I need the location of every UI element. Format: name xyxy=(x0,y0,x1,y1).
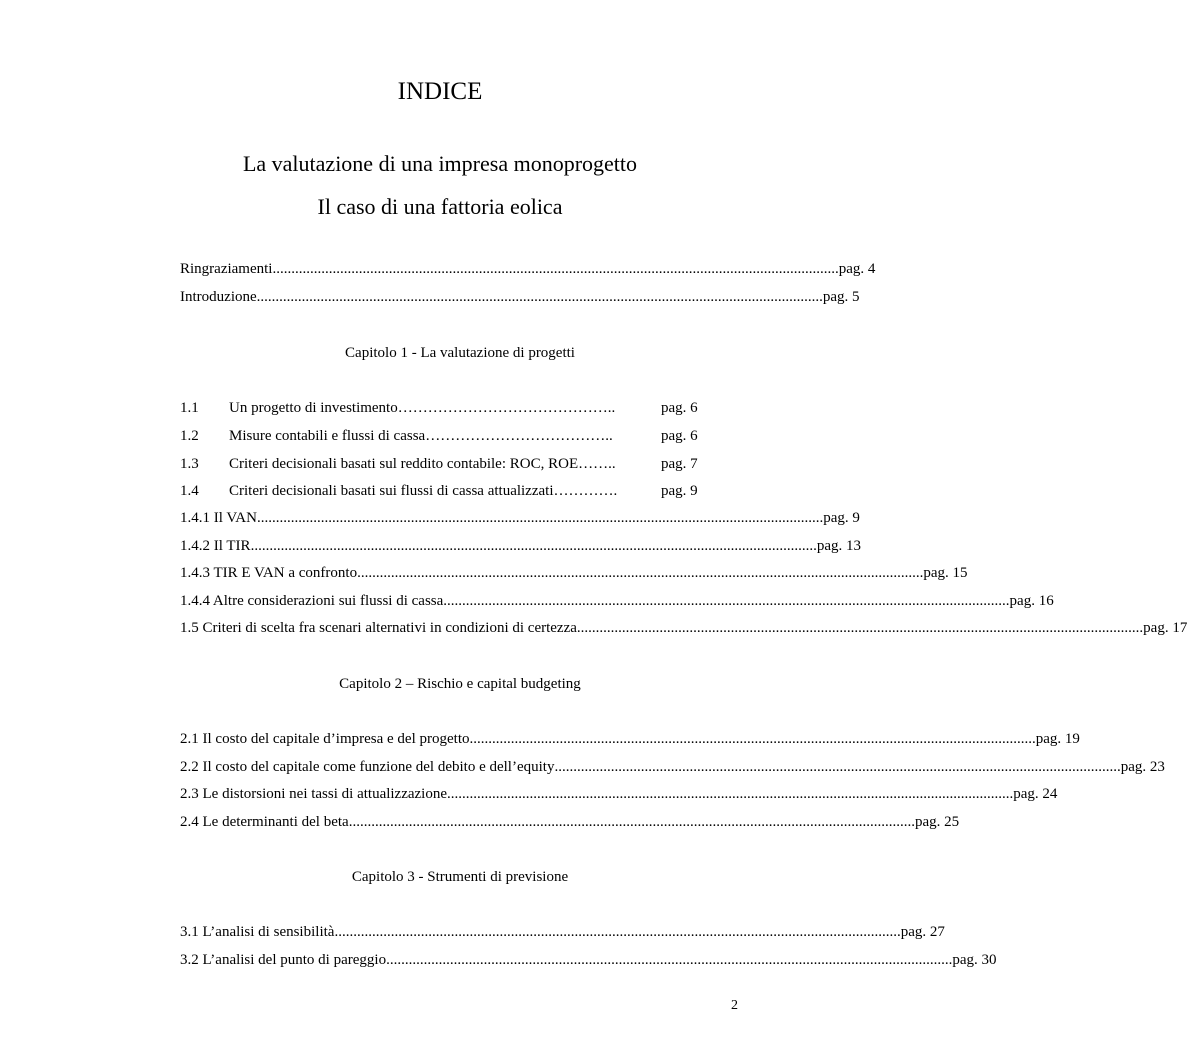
toc-leader-dots: ....................................................................................................................................................... xyxy=(256,289,823,305)
toc-entry xyxy=(180,784,1058,804)
toc-leader-dots: ....................................................................................................................................................... xyxy=(469,731,1036,747)
toc-entry-page: pag. 9 xyxy=(823,510,860,526)
toc-entry-number: 1.1 xyxy=(180,400,199,416)
toc-entry-label: 1.4.2 Il TIR xyxy=(180,538,251,554)
page-number: 2 xyxy=(731,998,738,1013)
toc-entry-label: Misure contabili e flussi di cassa……………………………….. xyxy=(229,428,613,444)
toc-leader-dots: ....................................................................................................................................................... xyxy=(443,593,1010,609)
document-subtitle: La valutazione di una impresa monoprogetto xyxy=(242,151,638,176)
toc-entry xyxy=(180,536,861,556)
toc-entry xyxy=(180,259,876,279)
toc-entry xyxy=(180,618,1187,638)
toc-entry-page: pag. 27 xyxy=(900,924,945,940)
toc-entry-label: 1.5 Criteri di scelta fra scenari alternativi in condizioni di certezza xyxy=(180,620,577,636)
document-subtitle-case: Il caso di una fattoria eolica xyxy=(317,194,563,219)
toc-entry-page: pag. 6 xyxy=(661,428,698,444)
toc-entry xyxy=(180,508,860,528)
toc-entry-label: 1.4.4 Altre considerazioni sui flussi di cassa xyxy=(180,593,444,609)
toc-entry-page: pag. 25 xyxy=(914,814,960,830)
toc-entry-label: Introduzione xyxy=(180,289,257,305)
toc-entry xyxy=(180,729,1080,749)
toc-entry-label: 3.1 L’analisi di sensibilità xyxy=(180,924,335,940)
toc-entry xyxy=(180,757,1165,777)
toc-leader-dots: ....................................................................................................................................................... xyxy=(576,620,1144,636)
page-title: INDICE xyxy=(397,78,483,105)
toc-leader-dots: ....................................................................................................................................................... xyxy=(348,814,915,830)
toc-entry-label: 2.4 Le determinanti del beta xyxy=(180,814,349,830)
toc-entry-page: pag. 30 xyxy=(952,952,997,968)
toc-entry xyxy=(180,287,860,307)
toc-entry xyxy=(180,812,960,832)
toc-entry-label: Un progetto di investimento…………………………………….. xyxy=(229,400,616,416)
toc-entry-label: 1.4.3 TIR E VAN a confronto xyxy=(180,565,358,581)
toc-leader-dots: ....................................................................................................................................................... xyxy=(250,538,817,554)
toc-entry-label: Ringraziamenti xyxy=(180,261,273,277)
toc-entry-page: pag. 15 xyxy=(923,565,968,581)
toc-entry-label: Criteri decisionali basati sui flussi di cassa attualizzati…………. xyxy=(229,483,618,499)
toc-entry-page: pag. 7 xyxy=(661,456,698,472)
toc-leader-dots: ....................................................................................................................................................... xyxy=(334,924,901,940)
toc-entry-page: pag. 24 xyxy=(1013,786,1058,802)
toc-entry-label: Criteri decisionali basati sul reddito contabile: ROC, ROE…….. xyxy=(229,456,616,472)
toc-entry xyxy=(180,950,997,970)
chapter-heading: Capitolo 1 - La valutazione di progetti xyxy=(345,345,575,361)
toc-entry xyxy=(180,563,968,583)
toc-leader-dots: ....................................................................................................................................................... xyxy=(272,261,839,277)
toc-entry-label: 2.2 Il costo del capitale come funzione del debito e dell’equity xyxy=(180,759,555,775)
toc-entry-page: pag. 6 xyxy=(661,400,698,416)
toc-entry xyxy=(180,922,945,942)
toc-entry-number: 1.4 xyxy=(180,483,199,499)
chapter-heading: Capitolo 3 - Strumenti di previsione xyxy=(351,869,569,885)
chapter-heading: Capitolo 2 – Rischio e capital budgeting xyxy=(339,676,581,692)
toc-entry-label: 2.1 Il costo del capitale d’impresa e del progetto xyxy=(180,731,470,747)
toc-leader-dots: ....................................................................................................................................................... xyxy=(447,786,1014,802)
toc-leader-dots: ....................................................................................................................................................... xyxy=(386,952,953,968)
toc-leader-dots: ....................................................................................................................................................... xyxy=(554,759,1121,775)
toc-entry-page: pag. 13 xyxy=(816,538,861,554)
toc-entry xyxy=(180,591,1054,611)
toc-entry-page: pag. 17 xyxy=(1143,620,1187,636)
toc-entry-page: pag. 23 xyxy=(1120,759,1165,775)
toc-entry-page: pag. 5 xyxy=(822,289,860,305)
toc-entry-number: 1.3 xyxy=(180,456,199,472)
toc-entry-page: pag. 19 xyxy=(1035,731,1080,747)
toc-entry-label: 2.3 Le distorsioni nei tassi di attualizzazione xyxy=(180,786,448,802)
toc-entry-label: 3.2 L’analisi del punto di pareggio xyxy=(180,952,387,968)
toc-leader-dots: ....................................................................................................................................................... xyxy=(357,565,924,581)
toc-entry-page: pag. 9 xyxy=(661,483,698,499)
toc-entry-label: 1.4.1 Il VAN xyxy=(180,510,257,526)
toc-entry-page: pag. 4 xyxy=(838,261,876,277)
toc-entry-page: pag. 16 xyxy=(1009,593,1054,609)
toc-leader-dots: ....................................................................................................................................................... xyxy=(256,510,824,526)
toc-entry-number: 1.2 xyxy=(180,428,199,444)
